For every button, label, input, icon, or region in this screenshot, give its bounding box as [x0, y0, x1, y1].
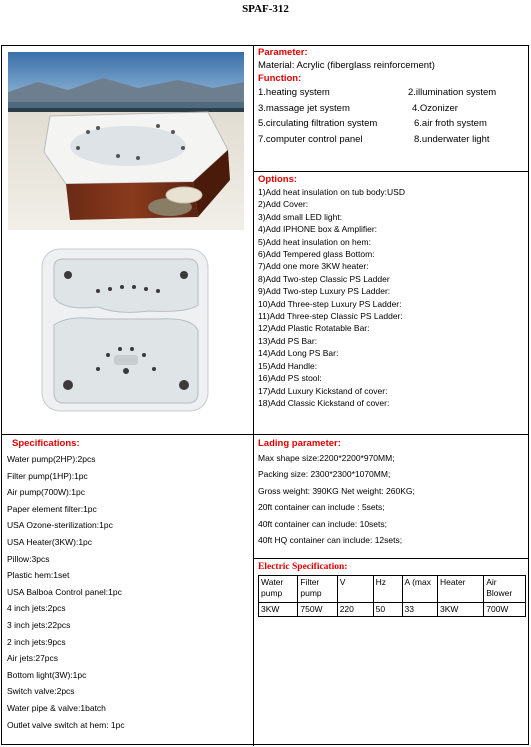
spec-item: Filter pump(1HP):1pc — [7, 470, 88, 481]
options-list — [258, 186, 526, 409]
spec-item: Water pipe & valve:1batch — [7, 702, 106, 713]
option-item: 18)Add Classic Kickstand of cover: — [258, 397, 390, 408]
electric-header-cell: Air Blower — [484, 576, 526, 603]
spec-item: USA Heater(3KW):1pc — [7, 536, 93, 547]
lading-heading: Lading parameter: — [258, 438, 341, 449]
page-title: SPAF-312 — [242, 3, 289, 15]
electric-value-cell: 3KW — [438, 603, 484, 617]
electric-value-cell: 750W — [298, 603, 337, 617]
spec-item: Bottom light(3W):1pc — [7, 669, 87, 680]
lading-item: Gross weight: 390KG Net weight: 260KG; — [258, 485, 415, 496]
electric-header-cell: V — [337, 576, 373, 603]
spec-item: 3 inch jets:22pcs — [7, 619, 71, 630]
electric-heading: Electric Specification: — [258, 562, 348, 572]
option-item: 14)Add Long PS Bar: — [258, 348, 339, 359]
spec-item: Water pump(2HP):2pcs — [7, 454, 96, 464]
electric-section — [258, 561, 526, 617]
option-item: 4)Add IPHONE box & Amplifier: — [258, 224, 378, 235]
electric-value-cell: 220 — [337, 603, 373, 617]
lading-item: 40ft container can include: 10sets; — [258, 518, 387, 529]
electric-header-cell: Filter pump — [298, 576, 337, 603]
function-item: 3.massage jet system — [258, 102, 350, 114]
electric-table-row — [259, 603, 526, 617]
lading-item: 40ft HQ container can include: 12sets; — [258, 535, 403, 546]
electric-value-cell: 3KW — [259, 603, 298, 617]
spec-item: Outlet valve switch at hem: 1pc — [7, 719, 125, 730]
function-item: 1.heating system — [258, 87, 330, 98]
option-item: 7)Add one more 3KW heater: — [258, 261, 369, 272]
spec-item: 2 inch jets:9pcs — [7, 636, 66, 647]
lading-item: 20ft container can include : 5sets; — [258, 502, 385, 513]
function-item: 8.underwater light — [414, 133, 490, 145]
parameter-heading: Parameter: — [258, 47, 308, 58]
option-item: 10)Add Three-step Luxury PS Ladder: — [258, 298, 402, 309]
option-item: 16)Add PS stool: — [258, 373, 322, 384]
electric-value-cell: 33 — [402, 603, 437, 617]
lading-list — [258, 450, 526, 548]
specifications-heading: Specifications: — [12, 438, 80, 449]
spec-item: 4 inch jets:2pcs — [7, 603, 66, 614]
electric-header-cell: Hz — [373, 576, 402, 603]
function-list — [258, 85, 526, 147]
spec-item: Plastic hem:1set — [7, 570, 70, 581]
option-item: 15)Add Handle: — [258, 360, 318, 371]
option-item: 13)Add PS Bar: — [258, 335, 318, 346]
option-item: 6)Add Tempered glass Bottom: — [258, 249, 375, 260]
option-item: 17)Add Luxury Kickstand of cover: — [258, 385, 388, 396]
spec-item: USA Balboa Control panel:1pc — [7, 586, 122, 597]
parameter-section — [258, 47, 526, 147]
electric-value-cell: 700W — [484, 603, 526, 617]
electric-value-cell: 50 — [373, 603, 402, 617]
electric-header-cell: Heater — [438, 576, 484, 603]
spec-item: Air pump(700W):1pc — [7, 487, 85, 498]
spec-item: Paper element filter:1pc — [7, 503, 97, 514]
middle-divider — [1, 434, 529, 435]
column-divider — [253, 45, 254, 746]
function-heading: Function: — [258, 73, 302, 84]
electric-header-cell: Water pump — [259, 576, 298, 603]
function-item: 2.illumination system — [408, 87, 497, 98]
specifications-section — [7, 437, 251, 733]
options-heading: Options: — [258, 174, 298, 185]
electric-table-header-row — [259, 576, 526, 603]
spec-item: Air jets:27pcs — [7, 653, 59, 664]
option-item: 9)Add Two-step Luxury PS Ladder: — [258, 286, 391, 297]
spec-item: Switch valve:2pcs — [7, 686, 75, 697]
function-item: 5.circulating filtration system — [258, 118, 378, 129]
spec-item: Pillow:3pcs — [7, 553, 50, 564]
function-item: 6.air froth system — [414, 118, 487, 129]
option-item: 12)Add Plastic Rotatable Bar: — [258, 323, 370, 334]
options-section — [258, 174, 526, 409]
option-item: 5)Add heat insulation on hem: — [258, 236, 371, 247]
electric-header-cell: A (max — [402, 576, 437, 603]
lading-item: Packing size: 2300*2300*1070MM; — [258, 469, 391, 480]
option-item: 1)Add heat insulation on tub body:USD — [258, 187, 405, 197]
right-divider-electric — [253, 558, 529, 559]
spa-room-photo — [8, 52, 244, 230]
option-item: 3)Add small LED light: — [258, 211, 343, 222]
lading-section — [258, 437, 526, 548]
option-item: 8)Add Two-step Classic PS Ladder — [258, 273, 390, 284]
function-item: 4.Ozonizer — [412, 102, 458, 114]
electric-table — [258, 575, 526, 617]
material-text: Material: Acrylic (fiberglass reinforcement) — [258, 60, 435, 71]
option-item: 2)Add Cover: — [258, 199, 309, 210]
specifications-list — [7, 451, 251, 733]
lading-item: Max shape size:2200*2200*970MM; — [258, 453, 395, 463]
spec-item: USA Ozone-sterilization:1pc — [7, 520, 113, 531]
right-divider-options — [253, 171, 529, 172]
option-item: 11)Add Three-step Classic PS Ladder: — [258, 311, 403, 322]
function-item: 7.computer control panel — [258, 133, 363, 145]
spa-top-view-photo — [38, 245, 213, 417]
